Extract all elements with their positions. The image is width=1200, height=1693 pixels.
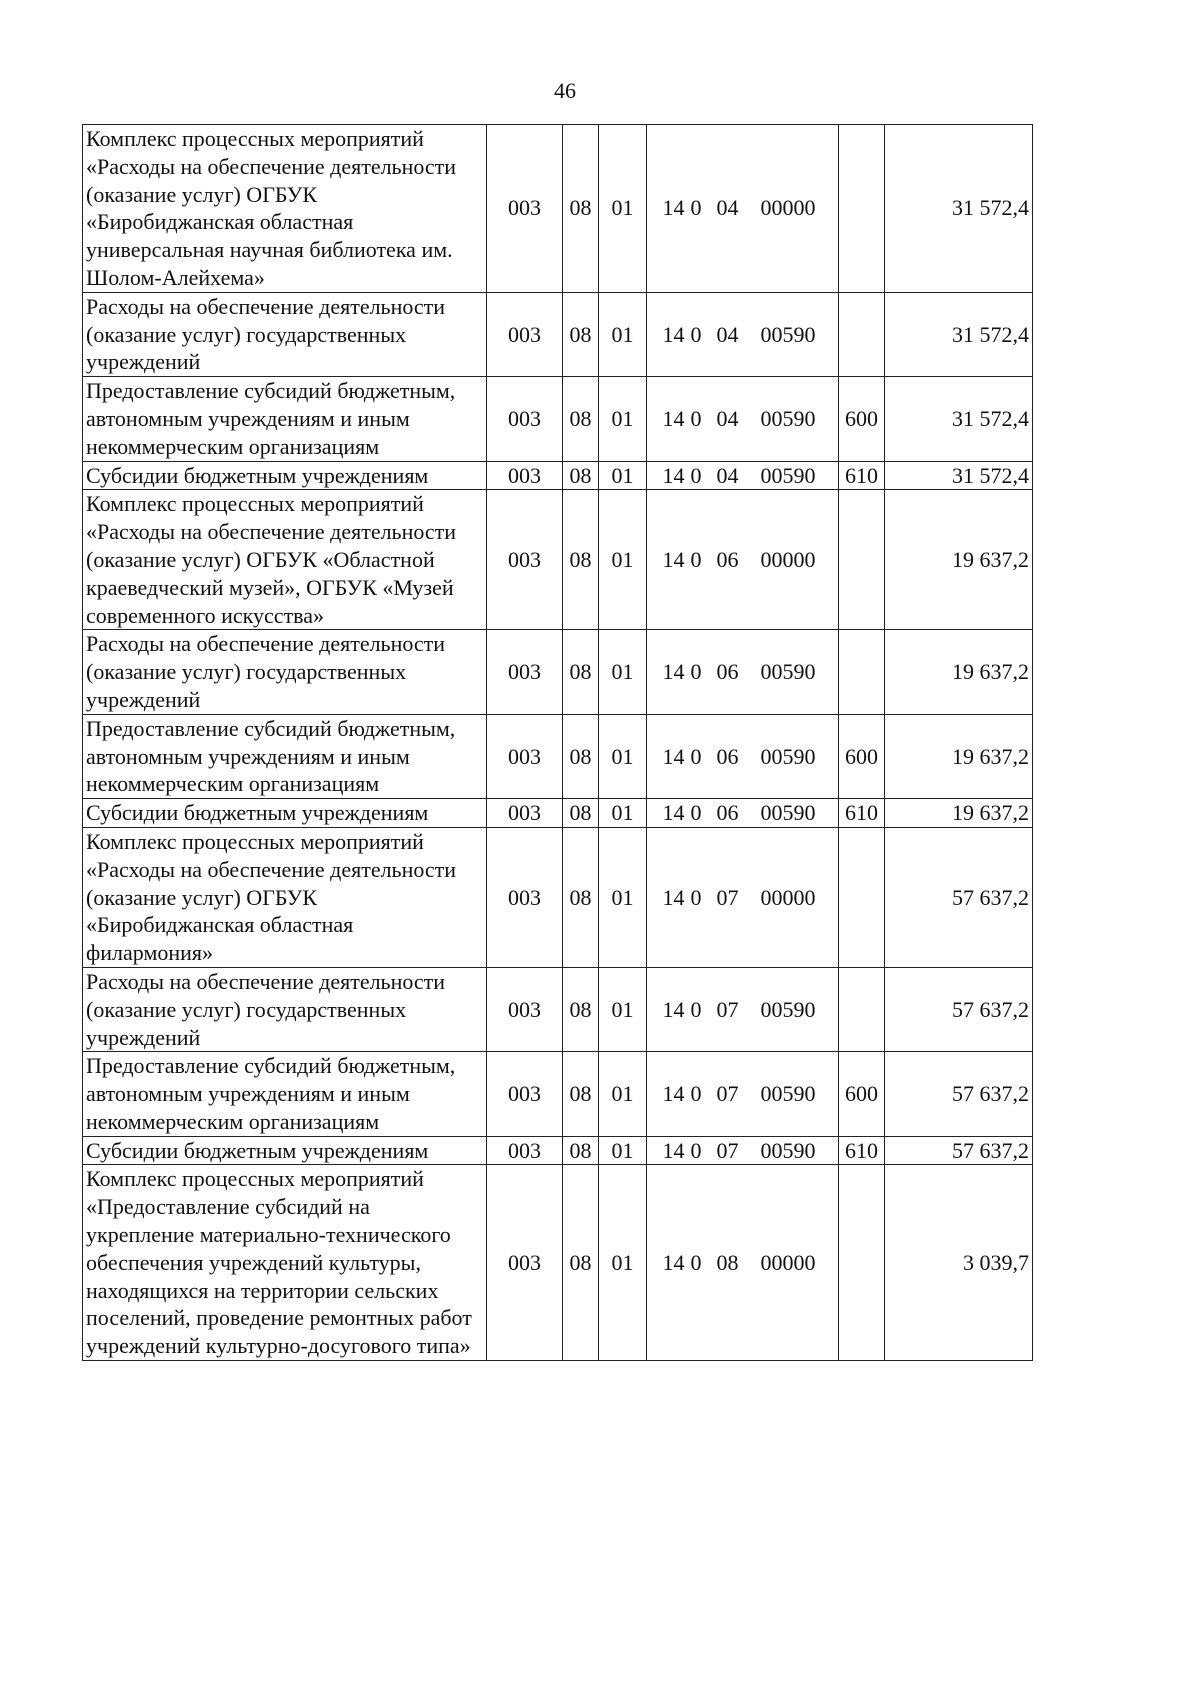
ministry-code-cell: 003 — [487, 827, 563, 967]
ministry-code-cell: 003 — [487, 461, 563, 490]
expense-type-cell: 600 — [839, 714, 885, 798]
target-article-cell — [647, 967, 839, 1051]
expense-name-cell: Предоставление субсидий бюджетным, автономным учреждениям и иным некоммерческим организациям — [83, 714, 487, 798]
amount-cell: 57 637,2 — [885, 1052, 1033, 1136]
target-item-code: 00590 — [760, 743, 816, 769]
expense-name-cell: Расходы на обеспечение деятельности (оказание услуг) государственных учреждений — [83, 967, 487, 1051]
amount-cell: 19 637,2 — [885, 630, 1033, 714]
subsection-code-cell: 01 — [599, 292, 647, 376]
section-code-cell: 08 — [563, 1165, 599, 1361]
table-row — [83, 490, 1033, 630]
table-row — [83, 292, 1033, 376]
table-row — [83, 377, 1033, 461]
ministry-code-cell: 003 — [487, 1052, 563, 1136]
ministry-code-cell: 003 — [487, 714, 563, 798]
target-article-cell — [647, 292, 839, 376]
target-program-code: 14 — [662, 1081, 685, 1107]
amount-cell: 31 572,4 — [885, 461, 1033, 490]
expense-type-cell — [839, 125, 885, 293]
target-group-code: 04 — [716, 405, 739, 431]
subsection-code-cell: 01 — [599, 461, 647, 490]
target-program-code: 14 — [662, 321, 685, 347]
expense-name-cell: Субсидии бюджетным учреждениям — [83, 1136, 487, 1165]
section-code-cell: 08 — [563, 1052, 599, 1136]
target-article-cell — [647, 1165, 839, 1361]
table-row — [83, 799, 1033, 828]
target-item-code: 00590 — [760, 405, 816, 431]
target-program-code: 14 — [662, 659, 685, 685]
section-code-cell: 08 — [563, 292, 599, 376]
target-article-cell — [647, 714, 839, 798]
amount-cell: 57 637,2 — [885, 827, 1033, 967]
target-article-cell — [647, 461, 839, 490]
target-sub-code: 0 — [690, 1081, 702, 1107]
expense-name-cell: Комплекс процессных мероприятий «Расходы на обеспечение деятельности (оказание услуг) ОГБУК «Биробиджанская областная универсальная научная библиотека им. Шолом-Алейхема» — [83, 125, 487, 293]
target-program-code: 14 — [662, 743, 685, 769]
section-code-cell: 08 — [563, 630, 599, 714]
target-group-code: 07 — [716, 1137, 739, 1163]
expense-name-cell: Предоставление субсидий бюджетным, автономным учреждениям и иным некоммерческим организациям — [83, 377, 487, 461]
expense-name-cell: Субсидии бюджетным учреждениям — [83, 461, 487, 490]
target-article-cell — [647, 1052, 839, 1136]
amount-cell: 19 637,2 — [885, 490, 1033, 630]
target-sub-code: 0 — [690, 884, 702, 910]
target-article-cell — [647, 827, 839, 967]
ministry-code-cell: 003 — [487, 799, 563, 828]
expense-type-cell — [839, 630, 885, 714]
table-row — [83, 630, 1033, 714]
section-code-cell: 08 — [563, 799, 599, 828]
expense-name-cell: Предоставление субсидий бюджетным, автономным учреждениям и иным некоммерческим организациям — [83, 1052, 487, 1136]
subsection-code-cell: 01 — [599, 1165, 647, 1361]
target-sub-code: 0 — [690, 321, 702, 347]
target-item-code: 00000 — [760, 884, 816, 910]
target-sub-code: 0 — [690, 405, 702, 431]
section-code-cell: 08 — [563, 125, 599, 293]
subsection-code-cell: 01 — [599, 1136, 647, 1165]
table-row — [83, 1136, 1033, 1165]
target-article-cell — [647, 799, 839, 828]
target-program-code: 14 — [662, 462, 685, 488]
target-article-cell — [647, 630, 839, 714]
target-article-cell — [647, 377, 839, 461]
target-sub-code: 0 — [690, 546, 702, 572]
target-program-code: 14 — [662, 884, 685, 910]
expense-type-cell — [839, 292, 885, 376]
subsection-code-cell: 01 — [599, 1052, 647, 1136]
subsection-code-cell: 01 — [599, 125, 647, 293]
ministry-code-cell: 003 — [487, 292, 563, 376]
subsection-code-cell: 01 — [599, 799, 647, 828]
table-row — [83, 827, 1033, 967]
target-sub-code: 0 — [690, 195, 702, 221]
target-group-code: 06 — [716, 659, 739, 685]
section-code-cell: 08 — [563, 1136, 599, 1165]
expense-type-cell — [839, 827, 885, 967]
target-program-code: 14 — [662, 1249, 685, 1275]
target-sub-code: 0 — [690, 1249, 702, 1275]
expense-name-cell: Субсидии бюджетным учреждениям — [83, 799, 487, 828]
ministry-code-cell: 003 — [487, 490, 563, 630]
subsection-code-cell: 01 — [599, 377, 647, 461]
table-row — [83, 1052, 1033, 1136]
target-group-code: 07 — [716, 996, 739, 1022]
expense-type-cell — [839, 490, 885, 630]
target-group-code: 04 — [716, 321, 739, 347]
expense-name-cell: Комплекс процессных мероприятий «Предоставление субсидий на укрепление материально-технического обеспечения учреждений культуры, находящихся на территории сельских поселений, проведение ремонтных работ учреждений культурно-досугового типа» — [83, 1165, 487, 1361]
amount-cell: 31 572,4 — [885, 125, 1033, 293]
target-group-code: 06 — [716, 743, 739, 769]
amount-cell: 19 637,2 — [885, 714, 1033, 798]
subsection-code-cell: 01 — [599, 827, 647, 967]
expense-name-cell: Комплекс процессных мероприятий «Расходы на обеспечение деятельности (оказание услуг) ОГБУК «Биробиджанская областная филармония» — [83, 827, 487, 967]
expense-type-cell: 600 — [839, 1052, 885, 1136]
target-article-cell — [647, 1136, 839, 1165]
target-program-code: 14 — [662, 1137, 685, 1163]
expense-type-cell: 600 — [839, 377, 885, 461]
ministry-code-cell: 003 — [487, 1136, 563, 1165]
target-item-code: 00590 — [760, 659, 816, 685]
amount-cell: 19 637,2 — [885, 799, 1033, 828]
target-program-code: 14 — [662, 800, 685, 826]
expense-name-cell: Комплекс процессных мероприятий «Расходы на обеспечение деятельности (оказание услуг) ОГБУК «Областной краеведческий музей», ОГБУК «Музей современного искусства» — [83, 490, 487, 630]
ministry-code-cell: 003 — [487, 1165, 563, 1361]
target-sub-code: 0 — [690, 996, 702, 1022]
target-group-code: 08 — [716, 1249, 739, 1275]
target-article-cell — [647, 125, 839, 293]
table-row — [83, 125, 1033, 293]
expense-type-cell — [839, 967, 885, 1051]
target-item-code: 00590 — [760, 321, 816, 347]
target-program-code: 14 — [662, 546, 685, 572]
ministry-code-cell: 003 — [487, 967, 563, 1051]
expense-name-cell: Расходы на обеспечение деятельности (оказание услуг) государственных учреждений — [83, 292, 487, 376]
target-group-code: 04 — [716, 462, 739, 488]
target-item-code: 00000 — [760, 195, 816, 221]
ministry-code-cell: 003 — [487, 377, 563, 461]
target-group-code: 07 — [716, 884, 739, 910]
table-row — [83, 714, 1033, 798]
table-row — [83, 967, 1033, 1051]
expense-type-cell: 610 — [839, 461, 885, 490]
target-group-code: 06 — [716, 800, 739, 826]
section-code-cell: 08 — [563, 714, 599, 798]
ministry-code-cell: 003 — [487, 630, 563, 714]
subsection-code-cell: 01 — [599, 714, 647, 798]
target-program-code: 14 — [662, 405, 685, 431]
section-code-cell: 08 — [563, 490, 599, 630]
section-code-cell: 08 — [563, 827, 599, 967]
section-code-cell: 08 — [563, 461, 599, 490]
ministry-code-cell: 003 — [487, 125, 563, 293]
amount-cell: 31 572,4 — [885, 292, 1033, 376]
target-sub-code: 0 — [690, 462, 702, 488]
target-item-code: 00590 — [760, 1137, 816, 1163]
target-program-code: 14 — [662, 195, 685, 221]
target-group-code: 04 — [716, 195, 739, 221]
table-row — [83, 461, 1033, 490]
amount-cell: 57 637,2 — [885, 1136, 1033, 1165]
subsection-code-cell: 01 — [599, 967, 647, 1051]
target-item-code: 00590 — [760, 462, 816, 488]
expense-name-cell: Расходы на обеспечение деятельности (оказание услуг) государственных учреждений — [83, 630, 487, 714]
target-group-code: 06 — [716, 546, 739, 572]
target-item-code: 00590 — [760, 1081, 816, 1107]
expense-type-cell — [839, 1165, 885, 1361]
target-item-code: 00590 — [760, 996, 816, 1022]
table-row — [83, 1165, 1033, 1361]
subsection-code-cell: 01 — [599, 630, 647, 714]
subsection-code-cell: 01 — [599, 490, 647, 630]
target-group-code: 07 — [716, 1081, 739, 1107]
target-item-code: 00000 — [760, 1249, 816, 1275]
amount-cell: 3 039,7 — [885, 1165, 1033, 1361]
target-sub-code: 0 — [690, 800, 702, 826]
target-sub-code: 0 — [690, 659, 702, 685]
section-code-cell: 08 — [563, 377, 599, 461]
target-program-code: 14 — [662, 996, 685, 1022]
target-item-code: 00590 — [760, 800, 816, 826]
target-item-code: 00000 — [760, 546, 816, 572]
page-number: 46 — [554, 78, 576, 103]
amount-cell: 57 637,2 — [885, 967, 1033, 1051]
expense-type-cell: 610 — [839, 799, 885, 828]
expense-type-cell: 610 — [839, 1136, 885, 1165]
budget-table — [82, 124, 1033, 1361]
section-code-cell: 08 — [563, 967, 599, 1051]
target-article-cell — [647, 490, 839, 630]
target-sub-code: 0 — [690, 743, 702, 769]
target-sub-code: 0 — [690, 1137, 702, 1163]
amount-cell: 31 572,4 — [885, 377, 1033, 461]
